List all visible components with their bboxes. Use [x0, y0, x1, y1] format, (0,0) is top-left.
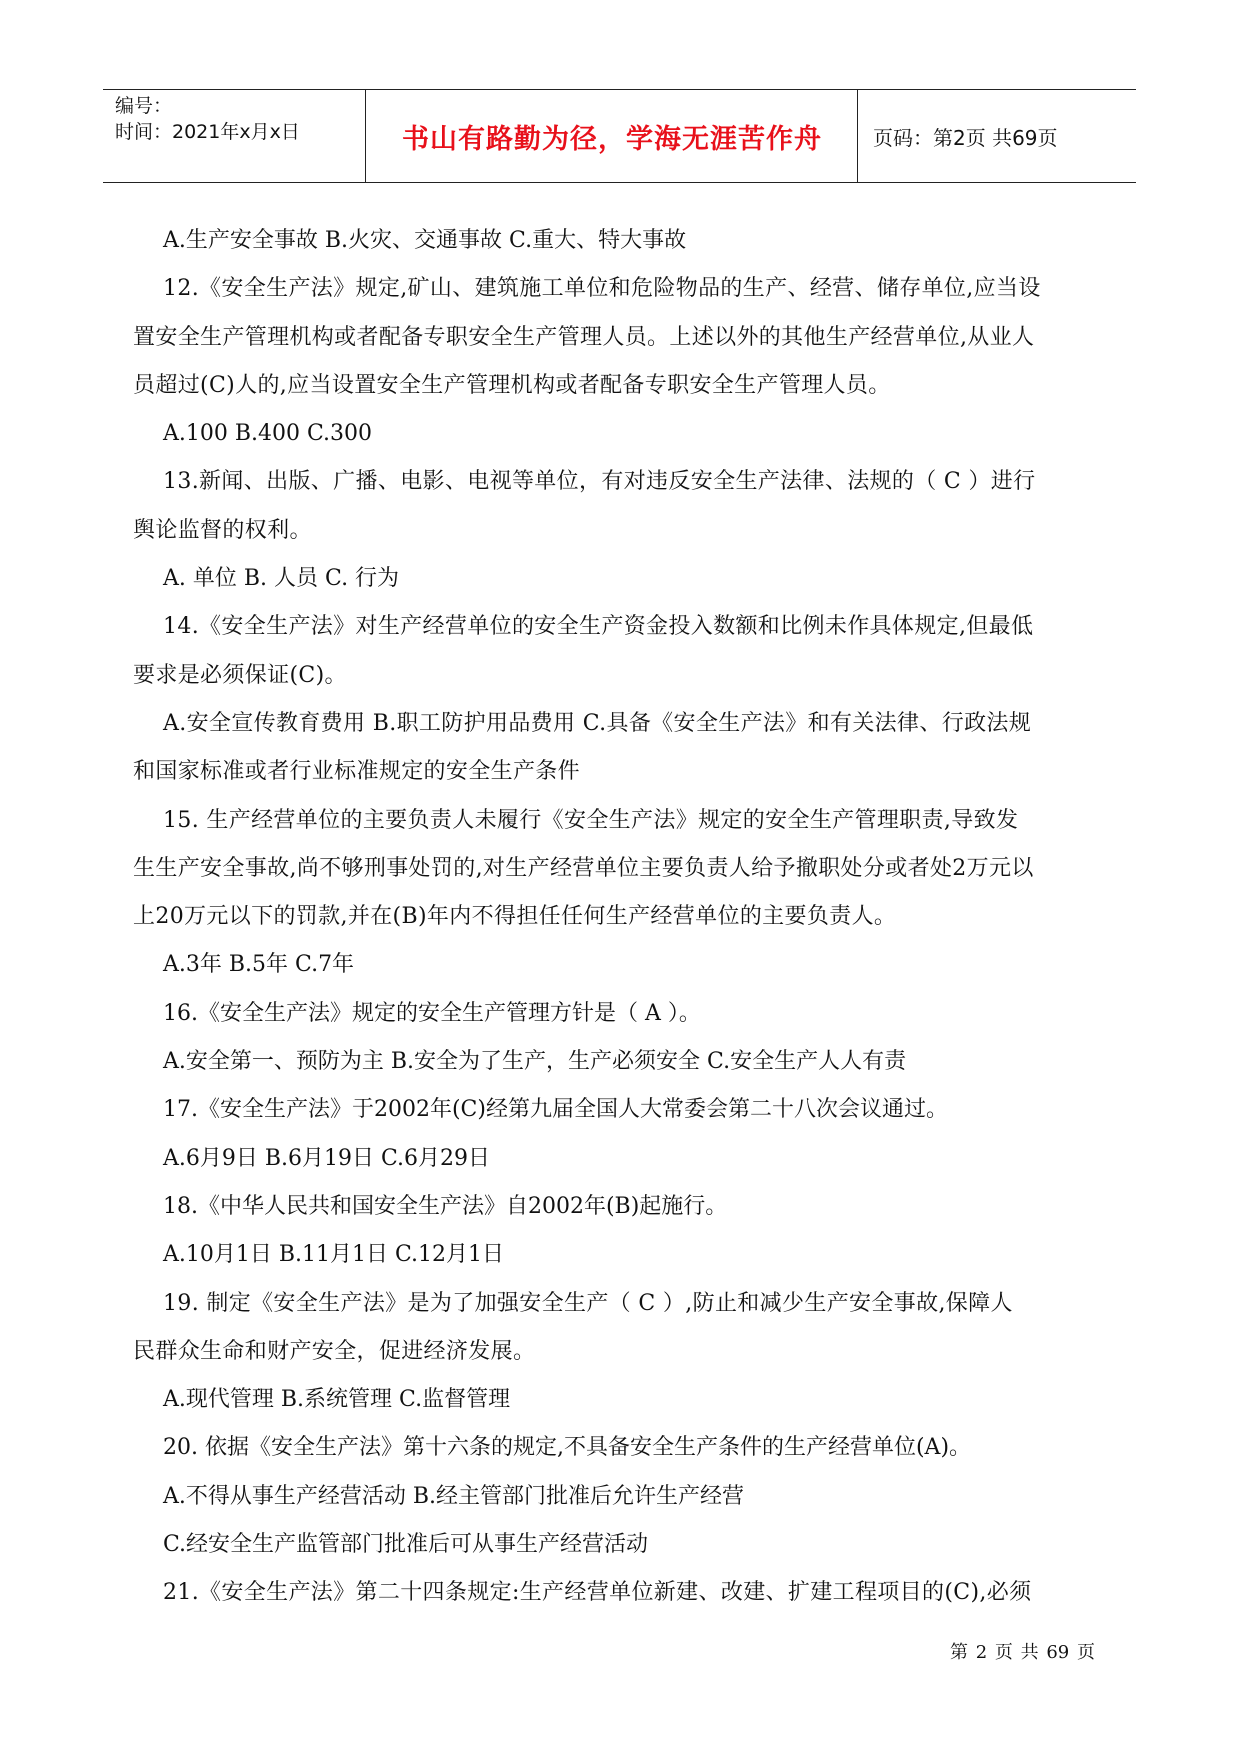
- header-motto: 书山有路勤为径，学海无涯苦作舟: [402, 123, 822, 155]
- text-line: 18.《中华人民共和国安全生产法》自2002年(B)起施行。: [163, 1193, 728, 1219]
- text-line: 16.《安全生产法》规定的安全生产管理方针是（ A ）。: [163, 1000, 701, 1026]
- text-line: 15. 生产经营单位的主要负责人未履行《安全生产法》规定的安全生产管理职责,导致发: [163, 807, 1019, 833]
- document-body: [133, 217, 1131, 1618]
- text-line: 14.《安全生产法》对生产经营单位的安全生产资金投入数额和比例未作具体规定,但最低: [163, 614, 1034, 640]
- time-label: 时间：2021年x月x日: [115, 121, 300, 143]
- text-line: 生生产安全事故,尚不够刑事处罚的,对生产经营单位主要负责人给予撤职处分或者处2万元以: [133, 855, 1034, 881]
- text-line: 20. 依据《安全生产法》第十六条的规定,不具备安全生产条件的生产经营单位(A)。: [163, 1435, 972, 1461]
- text-line: A.100 B.400 C.300: [163, 421, 373, 447]
- text-line: 员超过(C)人的,应当设置安全生产管理机构或者配备专职安全生产管理人员。: [133, 372, 891, 398]
- header-divider: [365, 90, 366, 182]
- text-line: 17.《安全生产法》于2002年(C)经第九届全国人大常委会第二十八次会议通过。: [163, 1097, 948, 1123]
- text-line: 21.《安全生产法》第二十四条规定:生产经营单位新建、改建、扩建工程项目的(C),必须: [163, 1580, 1032, 1606]
- text-line: 上20万元以下的罚款,并在(B)年内不得担任任何生产经营单位的主要负责人。: [133, 904, 897, 930]
- text-line: 19. 制定《安全生产法》是为了加强安全生产（ C ）,防止和减少生产安全事故,保障人: [163, 1290, 1013, 1316]
- text-line: 和国家标准或者行业标准规定的安全生产条件: [133, 759, 581, 785]
- text-line: 置安全生产管理机构或者配备专职安全生产管理人员。上述以外的其他生产经营单位,从业人: [133, 324, 1035, 350]
- text-line: 舆论监督的权利。: [133, 517, 312, 543]
- text-line: C.经安全生产监管部门批准后可从事生产经营活动: [163, 1532, 649, 1558]
- text-line: A. 单位 B. 人员 C. 行为: [163, 566, 400, 592]
- page-footer: 第 2 页 共 69 页: [950, 1642, 1095, 1663]
- text-line: A.10月1日 B.11月1日 C.12月1日: [163, 1242, 505, 1268]
- text-line: 要求是必须保证(C)。: [133, 662, 347, 688]
- text-line: A.安全第一、预防为主 B.安全为了生产，生产必须安全 C.安全生产人人有责: [163, 1049, 907, 1075]
- text-line: A.安全宣传教育费用 B.职工防护用品费用 C.具备《安全生产法》和有关法律、行政法规: [163, 710, 1032, 736]
- text-line: A.6月9日 B.6月19日 C.6月29日: [163, 1145, 491, 1171]
- text-line: A.现代管理 B.系统管理 C.监督管理: [163, 1387, 511, 1413]
- text-line: A.3年 B.5年 C.7年: [163, 952, 355, 978]
- text-line: 民群众生命和财产安全，促进经济发展。: [133, 1338, 536, 1364]
- number-label: 编号：: [115, 95, 173, 117]
- header-info: [103, 90, 365, 182]
- text-line: A.生产安全事故 B.火灾、交通事故 C.重大、特大事故: [163, 228, 687, 253]
- text-line: 13.新闻、出版、广播、电影、电视等单位，有对违反安全生产法律、法规的（ C ）进行: [163, 469, 1036, 495]
- text-line: A.不得从事生产经营活动 B.经主管部门批准后允许生产经营: [163, 1483, 745, 1509]
- page-header: [103, 89, 1136, 183]
- header-page-code: 页码：第2页 共69页: [873, 125, 1058, 150]
- header-divider: [857, 90, 858, 182]
- text-line: 12.《安全生产法》规定,矿山、建筑施工单位和危险物品的生产、经营、储存单位,应当设: [163, 276, 1041, 302]
